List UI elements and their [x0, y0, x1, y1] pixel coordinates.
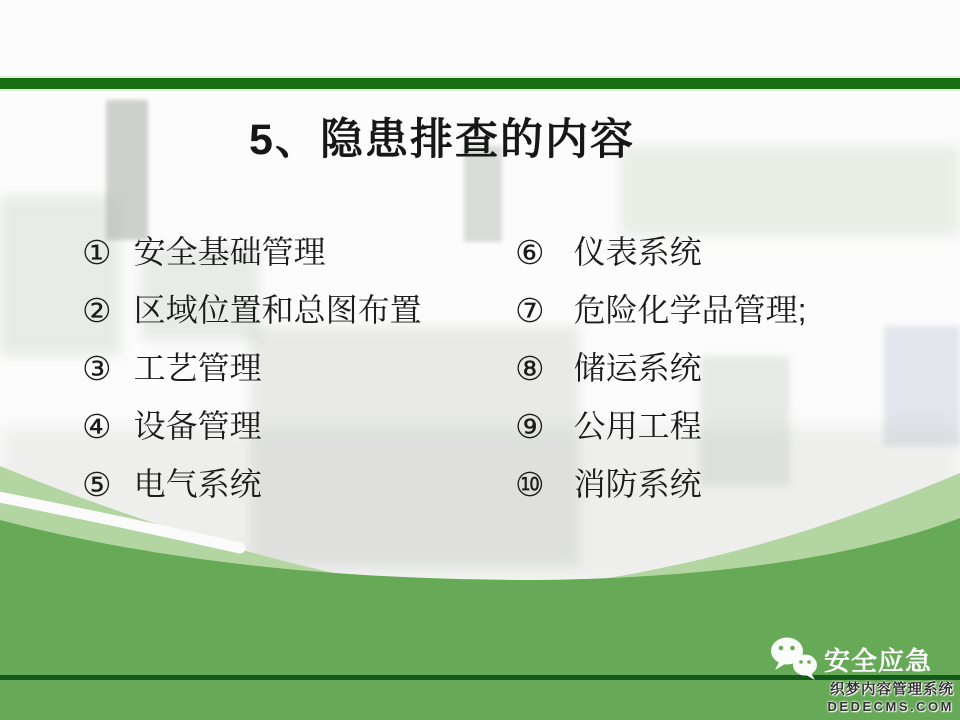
- list-item: [515, 223, 807, 281]
- list-item: [515, 281, 807, 339]
- item-number: ⑦: [515, 291, 545, 329]
- list-item: [82, 281, 422, 339]
- item-label: 区域位置和总图布置: [133, 292, 422, 328]
- item-label: 工艺管理: [133, 350, 262, 386]
- item-label: 电气系统: [133, 466, 262, 502]
- item-label: 仪表系统: [573, 234, 702, 270]
- slide-title: 5、隐患排查的内容: [249, 116, 635, 164]
- item-number: ⑤: [82, 465, 112, 503]
- wechat-icon: [770, 636, 820, 682]
- watermark-header: [770, 636, 954, 682]
- top-divider-bar: [0, 76, 960, 91]
- watermark-cms-domain: DEDECMS.COM: [827, 699, 954, 714]
- item-label: 设备管理: [133, 408, 262, 444]
- item-number: ④: [82, 407, 112, 445]
- list-item: [515, 339, 807, 397]
- watermark-brand: 安全应急: [824, 645, 933, 676]
- item-label: 危险化学品管理;: [573, 292, 807, 328]
- item-number: ⑧: [515, 349, 545, 387]
- watermark: [770, 636, 954, 714]
- item-label: 安全基础管理: [133, 234, 326, 270]
- item-label: 消防系统: [573, 466, 702, 502]
- list-item: [82, 339, 422, 397]
- list-item: [82, 223, 422, 281]
- item-label: 储运系统: [573, 350, 702, 386]
- watermark-cms-name: 织梦内容管理系统: [830, 682, 954, 698]
- item-number: ③: [82, 349, 112, 387]
- item-number: ①: [82, 233, 112, 271]
- item-number: ⑨: [515, 407, 545, 445]
- item-label: 公用工程: [573, 408, 702, 444]
- item-number: ⑥: [515, 233, 545, 271]
- item-number: ⑩: [515, 465, 545, 503]
- item-number: ②: [82, 291, 112, 329]
